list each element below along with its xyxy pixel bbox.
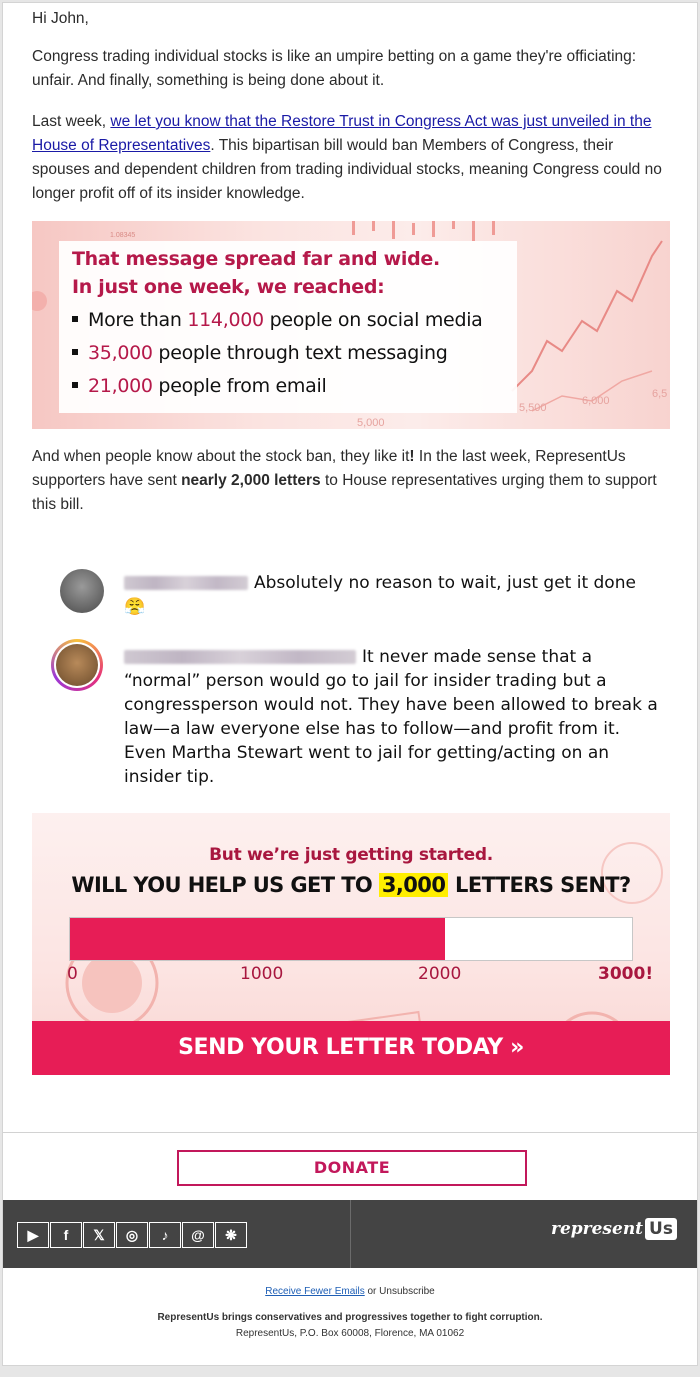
unsubscribe-link[interactable]: or Unsubscribe	[364, 1286, 435, 1297]
reach-heading-2: In just one week, we reached:	[72, 276, 385, 298]
x-icon[interactable]: 𝕏	[83, 1222, 115, 1248]
tick-label: 0	[67, 964, 78, 984]
paragraph-last-week: Last week, we let you know that the Restore Trust in Congress Act was just unveiled in the House of Representatives. This bipartisan bill would ban Members of Congress, their spouses and dependent children from trading individual stocks, meaning Congress could no longer profit off of its insider knowledge.	[32, 113, 662, 202]
social-links	[17, 1222, 248, 1246]
bg-label: 6,5	[652, 388, 668, 400]
blurred-username	[124, 650, 356, 664]
blurred-username	[124, 576, 248, 590]
comment-1: Absolutely no reason to wait, just get it done 😤	[124, 573, 636, 617]
bg-label: 6,000	[582, 395, 610, 407]
comment-2: It never made sense that a “normal” person would go to jail for insider trading but a congressperson would not. They have been allowed to break a law—a law everyone else has to follow—and profit from it. Even Martha Stewart went to jail for getting/acting on an insider tip.	[124, 647, 658, 787]
threads-icon[interactable]: @	[182, 1222, 214, 1248]
letters-progress-bar	[69, 917, 633, 961]
reach-item-text: 35,000 people through text messaging	[72, 342, 447, 364]
paragraph-intro: Congress trading individual stocks is like an umpire betting on a game they're officiating: unfair. And finally, something is being done about it.	[32, 48, 637, 89]
divider	[3, 1132, 697, 1133]
reach-stats-banner	[32, 221, 670, 429]
dog-avatar-icon	[56, 644, 98, 686]
reach-item-social: More than 114,000 people on social media	[72, 309, 483, 331]
greeting: Hi John,	[32, 10, 89, 27]
footer-bar	[3, 1200, 697, 1268]
reach-item-email: 21,000 people from email	[72, 375, 326, 397]
donate-button[interactable]: DONATE	[177, 1150, 527, 1186]
email-preferences	[3, 1286, 697, 1297]
paragraph-letters: And when people know about the stock ban, they like it! In the last week, RepresentUs supporters have sent nearly 2,000 letters to House representatives urging them to support this bill.	[32, 448, 657, 513]
representus-logo[interactable]: represent Us	[551, 1218, 677, 1240]
bg-label: 1.08345	[110, 232, 136, 239]
footer-divider	[350, 1200, 351, 1268]
reach-heading-1: That message spread far and wide.	[72, 248, 440, 270]
tick-label: 3000!	[598, 964, 654, 984]
instagram-icon[interactable]: ◎	[116, 1222, 148, 1248]
letters-goal-banner	[32, 813, 670, 1075]
commenter-avatar-ring	[51, 639, 103, 691]
facebook-icon[interactable]: f	[50, 1222, 82, 1248]
receive-fewer-emails-link[interactable]: Receive Fewer Emails	[265, 1286, 365, 1297]
tick-label: 2000	[418, 964, 462, 984]
send-letter-button[interactable]: SEND YOUR LETTER TODAY »	[32, 1021, 670, 1075]
bg-label: 5,500	[519, 402, 547, 414]
email-frame	[2, 2, 698, 1366]
getting-started-text: But we’re just getting started.	[209, 845, 493, 865]
youtube-icon[interactable]: ▶	[17, 1222, 49, 1248]
mailing-address: RepresentUs, P.O. Box 60008, Florence, MA 01062	[235, 1328, 465, 1339]
restore-trust-act-link[interactable]: we let you know that the Restore Trust in Congress Act was just unveiled in the House of Representatives	[32, 113, 652, 154]
bg-label: 5,000	[357, 417, 385, 429]
emoji: 😤	[124, 597, 146, 617]
goal-question: WILL YOU HELP US GET TO 3,000 LETTERS SENT?	[71, 873, 631, 897]
tick-label: 1000	[240, 964, 284, 984]
letters-progress-fill	[70, 918, 445, 960]
reach-stats-card	[59, 241, 517, 413]
bluesky-icon[interactable]: ❋	[215, 1222, 247, 1248]
mission-statement: RepresentUs brings conservatives and progressives together to fight corruption.	[157, 1312, 543, 1323]
commenter-avatar	[60, 569, 104, 613]
tiktok-icon[interactable]: ♪	[149, 1222, 181, 1248]
